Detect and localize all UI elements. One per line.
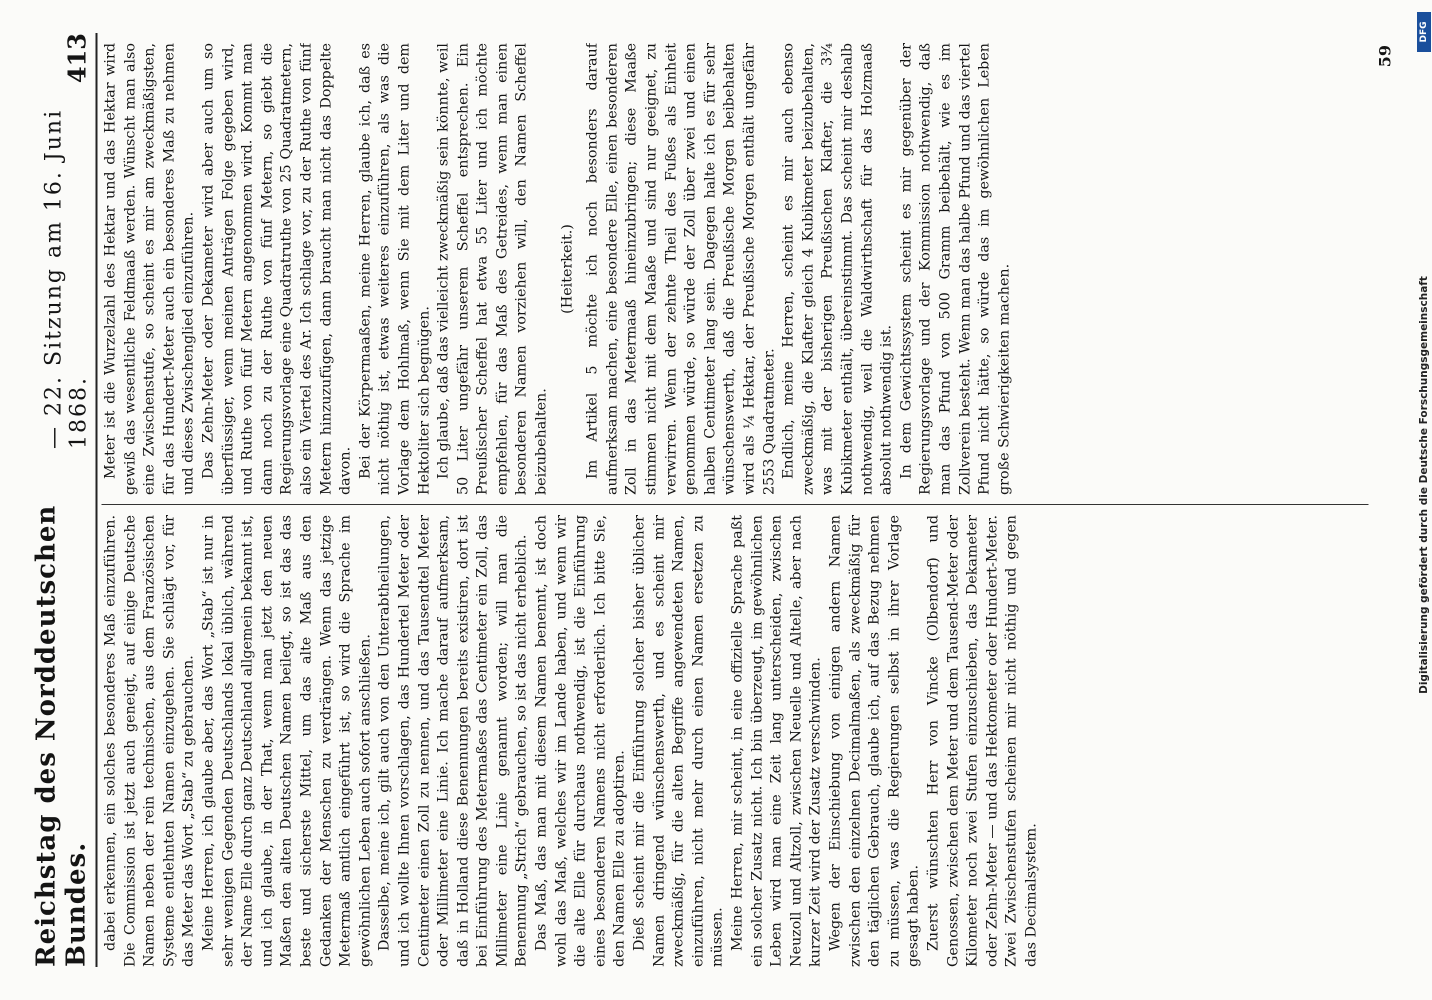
paragraph: Meine Herren, mir scheint, in eine offizielle Sprache paßt ein solcher Zusatz nicht. Ich bin überzeugt, im gewöhnlichen Leben wird man eine Zeit lang unterscheiden, zwischen Neuzoll und Altzoll, zwischen Neuelle und Altelle, aber nach kurzer Zeit wird der Zusatz verschwinden. xyxy=(729,515,824,967)
running-title: Reichstag des Norddeutschen Bundes. xyxy=(31,504,92,967)
paragraph: Ich glaube, daß das vielleicht zweckmäßig sein könnte, weil 50 Liter ungefähr unserem Scheffel entsprechen. Ein Preußischer Scheffel hat etwa 55 Liter und ich möchte empfehlen, für das Maß des Getreides, wenn man einen besonderen Namen vorziehen will, den Namen Scheffel beizubehalten. xyxy=(435,43,550,495)
paragraph: Zuerst wünschten Herr von Vincke (Olbendorf) und Genossen, zwischen dem Meter und dem Tausend-Meter oder Kilometer noch zwei Stufen einzuschieben, das Dekameter oder Zehn-Meter — und das Hektometer oder Hundert-Meter. Zwei Zwischenstufen scheinen mir nicht nöthig und gegen das Decimalsystem. xyxy=(925,515,1040,967)
paragraph: Meine Herren, ich glaube aber, das Wort „Stab“ ist nur in sehr wenigen Gegenden Deutschlands lokal üblich, während der Name Elle durch ganz Deutschland allgemein bekannt ist, und ich glaube, in der That, wenn man jetzt den neuen Maßen den alten Deutschen Namen beilegt, so ist das das beste und sicherste Mittel, um das alte Maß aus den Gedanken der Menschen zu verdrängen. Wenn das jetzige Metermaß amtlich eingeführt ist, so wird die Sprache im gewöhnlichen Leben auch sofort anschließen. xyxy=(200,515,374,967)
paragraph: In dem Gewichtssystem scheint es mir gegenüber der Regierungsvorlage und der Kommission nothwendig, daß man das Pfund von 500 Gramm beibehält, wie es im Zollverein besteht. Wenn man das halbe Pfund und das viertel Pfund nicht hätte, so würde das im gewöhnlichen Leben große Schwierigkeiten machen. xyxy=(898,43,1013,495)
header-rule xyxy=(96,33,98,967)
column-divider xyxy=(102,504,1369,505)
paragraph: dabei erkennen, ein solches besonderes Maß einzuführen. Die Commission ist jetzt auch geneigt, auf einige Deutsche Namen neben der rein technischen, aus dem Französischen Systeme entlehnten Namen einzugehen. Sie schlägt vor, für das Meter das Wort „Stab“ zu gebrauchen. xyxy=(102,515,197,967)
digitization-note-text: Digitalisierung gefördert durch die Deutsche Forschungsgemeinschaft xyxy=(1418,276,1430,694)
paragraph: Bei der Körpermaaßen, meine Herren, glaube ich, daß es nicht nöthig ist, etwas weiteres einzuführen, als was die Vorlage dem Hohlmaß, wenn Sie mit dem Liter und dem Hektoliter sich begnügen. xyxy=(357,43,432,495)
text-column-left xyxy=(102,515,1369,967)
text-column-right xyxy=(102,43,1369,495)
session-title: — 22. Sitzung am 16. Juni 1868. xyxy=(41,108,92,449)
paragraph: Das Maß, das man mit diesem Namen benennt, ist doch wohl das Maß, welches wir im Lande haben, und wenn wir die alte Elle für durchaus nothwendig, ist die Einführung eines besonderen Namens nicht erforderlich. Ich bitte Sie, den Namen Elle zu adoptiren. xyxy=(533,515,628,967)
page-header xyxy=(31,33,92,967)
paragraph: Im Artikel 5 möchte ich noch besonders darauf aufmerksam machen, eine besondere Elle, einen besonderen Zoll in das Metermaaß hineinzubringen; diese Maaße stimmen nicht mit dem Maaße und sind nur geeignet, zu verwirren. Wenn der zehnte Theil des Fußes als Einheit genommen würde, so würde der Zoll über zwei und einen halben Centimeter lang sein. Dagegen halte ich es für sehr wünschenswerth, daß die Preußische Morgen beibehalten wird als ¼ Hektar, der Preußische Morgen enthält ungefähr 2553 Quadratmeter. xyxy=(584,43,778,495)
paragraph: Meter ist die Wurzelzahl des Hektar und das Hektar wird gewiß das wesentliche Feldmaaß werden. Wünscht man also eine Zwischenstufe, so scheint es mir am zweckmäßigsten, für das Hundert-Meter auch ein besonderes Maß zu nehmen und dieses Zwischenglied einzuführen. xyxy=(102,43,197,495)
paragraph: Dieß scheint mir die Einführung solcher bisher üblicher Namen dringend wünschenswerth, und es scheint mir zweckmäßig, für die alten Begriffe angewendeten Namen, einzuführen, nicht mehr durch einen Namen ersetzen zu müssen. xyxy=(631,515,726,967)
paragraph: Das Zehn-Meter oder Dekameter wird aber auch um so überflüssiger, wenn meinen Anträgen Folge gegeben wird, und Ruthe von fünf Metern angenommen wird. Kommt man dann noch zu der Ruthe von fünf Metern, so giebt die Regierungsvorlage eine Quadratruthe von 25 Quadratmetern, also ein Viertel des Ar. Ich schlage vor, zu der Ruthe von fünf Metern hinzuzufügen, dann braucht man nicht das Doppelte davon. xyxy=(200,43,354,495)
paragraph: Wegen der Einschiebung von einigen andern Namen zwischen den einzelnen Decimalmaßen, als zweckmäßig für den täglichen Gebrauch, glaube ich, auf das Bezug nehmen zu müssen, was die Regierungen selbst in ihrer Vorlage gesagt haben. xyxy=(827,515,922,967)
paragraph: Dasselbe, meine ich, gilt auch von den Unterabtheilungen, und ich wollte Ihnen vorschlagen, das Hundertel Meter oder Centimeter einen Zoll zu nennen, und das Tausendtel Meter oder Millimeter eine Linie. Ich mache darauf aufmerksam, daß in Holland diese Benennungen bereits existiren, dort ist bei Einführung des Metermaßes das Centimeter ein Zoll, das Millimeter eine Linie genannt worden; will man die Benennung „Strich“ gebrauchen, so ist das nicht erheblich. xyxy=(376,515,530,967)
page-number: 413 xyxy=(62,33,92,84)
signature-mark: 59 xyxy=(1375,45,1395,68)
rotated-page-content xyxy=(31,25,1399,975)
digitization-note xyxy=(1416,20,1432,950)
paragraph: (Heiterkeit.) xyxy=(559,224,576,314)
paragraph: Endlich, meine Herren, scheint es mir auch ebenso zweckmäßig, die Klafter gleich 4 Kubikmeter beizubehalten, was mit der bisherigen Preußischen Klafter, die 3¾ Kubikmeter enthält, übereinstimmt. Das scheint mir deshalb nothwendig, weil die Waldwirthschaft für das Holzmaaß absolut nothwendig ist. xyxy=(780,43,895,495)
dfg-logo-text: DFG xyxy=(1419,21,1429,43)
